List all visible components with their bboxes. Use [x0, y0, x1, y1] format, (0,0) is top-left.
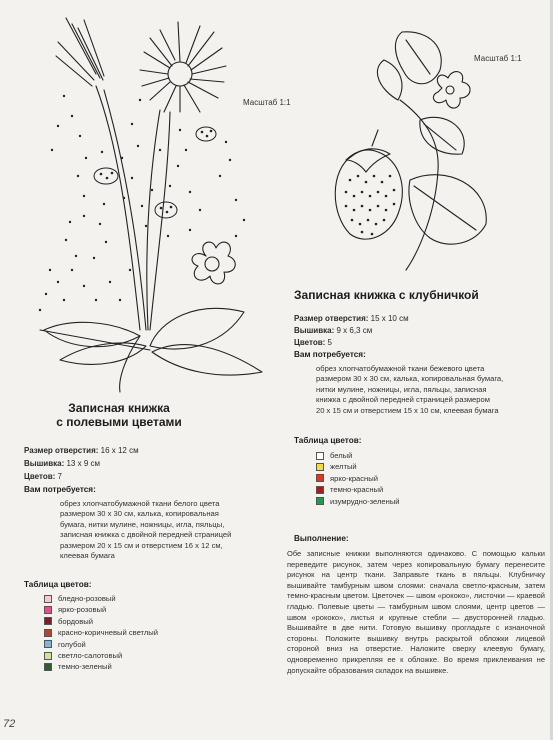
color-swatch [44, 640, 52, 648]
color-name: изумрудно-зеленый [330, 496, 400, 506]
left-needs-label: Вам потребуется: [24, 485, 96, 494]
color-name: темно-красный [330, 485, 384, 495]
color-swatch [316, 452, 324, 460]
title-line: Записная книжка [68, 401, 170, 415]
procedure-text: Обе записные книжки выполняются одинаково. С помощью кальки переведите рисунок, затем через копировальную бумагу перенесите рисунок на центр ткани. Заправьте ткань в пяльцы. Клубничку вышивайте тамбурным швом слоями: сначала светло-красным, затем темно-красным цветом. Цветочек — швом «рококо», листочки — краевой гладью. Полевые цветы — тамбурным швом слоями, центр цветов — швом «рококо», листья и крупные стебли — двусторонней гладью. Вышивайте в две нити. Готовую вышивку прогладьте с изнаночной стороны. Положите вышивку внутрь раскрытой обложки лицевой стороной вниз на отверстие. Наложите сверху клеевую бумагу, одновременно прикрепляя ее к обложке. Во время приклеивания не допускайте образования складок на вышивке. [287, 549, 545, 675]
spec-label: Размер отверстия: [294, 314, 369, 323]
color-swatch [316, 474, 324, 482]
scale-label-left: Масштаб 1:1 [243, 98, 291, 107]
right-color-table-label: Таблица цветов: [294, 436, 362, 445]
color-name: ярко-красный [330, 473, 378, 483]
procedure-label: Выполнение: [294, 534, 349, 543]
left-color-table-label: Таблица цветов: [24, 580, 92, 589]
color-name: красно-коричневый светлый [58, 628, 158, 638]
spec-label: Цветов: [24, 472, 56, 481]
scale-label-right: Масштаб 1:1 [474, 54, 522, 63]
needs-line: размером 30 х 30 см, калька, копировальная бумага, [316, 374, 504, 384]
needs-line: обрез хлопчатобумажной ткани бежевого цвета [316, 364, 485, 373]
needs-line: клеевая бумага [60, 551, 115, 561]
spec-value: 13 х 9 см [66, 459, 100, 468]
color-swatch [316, 486, 324, 494]
color-swatch [316, 497, 324, 505]
right-spec-colors [294, 337, 332, 349]
color-row [44, 604, 158, 615]
left-project-title [24, 401, 214, 429]
right-spec-embroidery [294, 325, 372, 337]
color-row [44, 650, 158, 661]
needs-line: размером 20 х 15 см и отверстием 16 х 12 см, [60, 540, 223, 550]
left-spec-embroidery [24, 458, 100, 470]
right-project-title: Записная книжка с клубничкой [294, 288, 479, 302]
color-swatch [44, 663, 52, 671]
spec-label: Цветов: [294, 338, 326, 347]
right-needs-text [316, 364, 541, 416]
spec-label: Размер отверстия: [24, 446, 99, 455]
spec-value: 5 [327, 338, 332, 347]
spec-value: 15 х 10 см [370, 314, 409, 323]
color-row [44, 627, 158, 638]
left-spec-size [24, 445, 139, 457]
color-name: бледно-розовый [58, 594, 116, 603]
left-needs-text [60, 499, 278, 561]
color-row [44, 639, 158, 650]
needs-line: размером 30 х 30 см, калька, копировальная [60, 509, 219, 519]
needs-line: бумага, нитки мулине, ножницы, игла, пяльцы, [60, 519, 225, 529]
spec-label: Вышивка: [24, 459, 65, 468]
color-swatch [44, 595, 52, 603]
right-color-table [316, 450, 400, 507]
right-needs-label: Вам потребуется: [294, 350, 366, 359]
color-name: голубой [58, 639, 86, 649]
color-row [44, 593, 158, 604]
color-name: желтый [330, 462, 357, 472]
color-row [316, 484, 400, 495]
color-name: бордовый [58, 616, 94, 626]
page-number: 72 [3, 718, 16, 730]
needs-line: обрез хлопчатобумажной ткани белого цвета [60, 499, 220, 508]
color-swatch [44, 617, 52, 625]
color-row [44, 661, 158, 672]
needs-line: 20 х 15 см и отверстием 15 х 10 см, клеевая бумага [316, 405, 499, 415]
color-swatch [44, 629, 52, 637]
left-spec-colors [24, 471, 62, 483]
title-line: с полевыми цветами [56, 415, 182, 429]
color-swatch [44, 652, 52, 660]
needs-line: записная книжка с двойной передней страницей [60, 530, 232, 540]
needs-line: книжка с двойной передней страницей размером [316, 395, 490, 405]
spec-value: 7 [57, 472, 62, 481]
color-row [316, 473, 400, 484]
color-name: темно-зеленый [58, 662, 112, 672]
color-row [316, 496, 400, 507]
spec-value: 16 х 12 см [100, 446, 139, 455]
spec-label: Вышивка: [294, 326, 335, 335]
color-swatch [316, 463, 324, 471]
color-row [316, 461, 400, 472]
left-color-table [44, 593, 158, 673]
right-spec-size [294, 313, 409, 325]
color-swatch [44, 606, 52, 614]
spec-value: 9 х 6,3 см [336, 326, 373, 335]
color-name: светло-салотовый [58, 650, 123, 660]
color-name: ярко-розовый [58, 605, 107, 615]
needs-line: нитки мулине, ножницы, игла, пяльцы, записная [316, 384, 487, 394]
color-name: белый [330, 451, 353, 460]
color-row [44, 616, 158, 627]
color-row [316, 450, 400, 461]
